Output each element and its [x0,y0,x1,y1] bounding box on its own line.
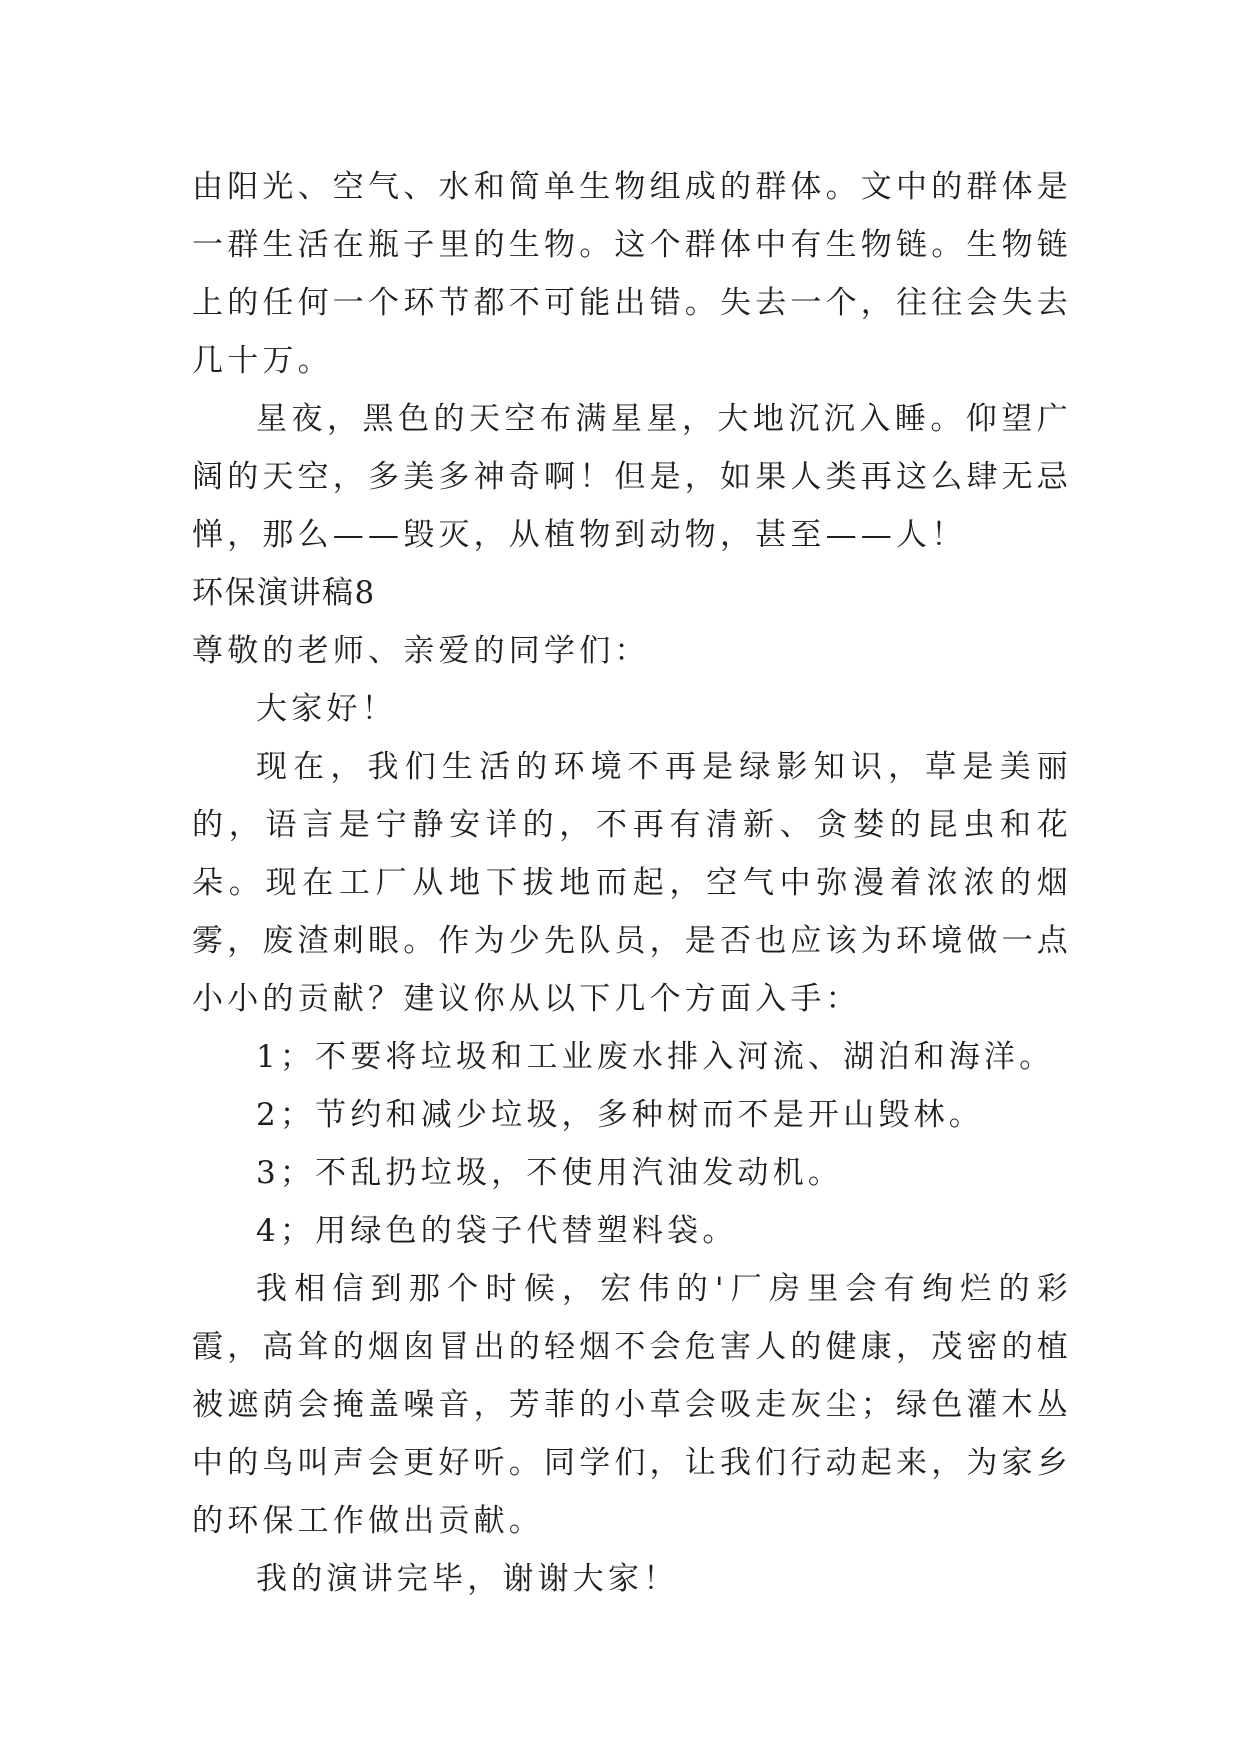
paragraph-environment-now: 现在，我们生活的环境不再是绿影知识，草是美丽的，语言是宁静安详的，不再有清新、贪婪的昆虫和花朵。现在工厂从地下拔地而起，空气中弥漫着浓浓的烟雾，废渣刺眼。作为少先队员，是否也应该为环境做一点小小的贡献？建议你从以下几个方面入手： [192,749,1072,1017]
speech-title: 环保演讲稿8 [192,575,376,611]
paragraph-future-vision: 我相信到那个时候，宏伟的'厂房里会有绚烂的彩霞，高耸的烟囱冒出的轻烟不会危害人的健康，茂密的植被遮荫会掩盖噪音，芳菲的小草会吸走灰尘；绿色灌木丛中的鸟叫声会更好听。同学们，让我们行动起来，为家乡的环保工作做出贡献。 [192,1271,1072,1539]
paragraph-ecosystem-group: 由阳光、空气、水和简单生物组成的群体。文中的群体是一群生活在瓶子里的生物。这个群体中有生物链。生物链上的任何一个环节都不可能出错。失去一个，往往会失去几十万。 [192,169,1072,379]
suggestion-item-1: 1；不要将垃圾和工业废水排入河流、湖泊和海洋。 [256,1039,1055,1075]
closing-line: 我的演讲完毕，谢谢大家！ [256,1561,679,1597]
paragraph-starry-night: 星夜，黑色的天空布满星星，大地沉沉入睡。仰望广阔的天空，多美多神奇啊！但是，如果人类再这么肆无忌惮，那么——毁灭，从植物到动物，甚至——人！ [192,401,1072,553]
document-body [192,158,1072,1608]
suggestion-item-3: 3；不乱扔垃圾，不使用汽油发动机。 [256,1155,844,1191]
suggestion-item-4: 4；用绿色的袋子代替塑料袋。 [256,1213,738,1249]
greeting: 大家好！ [256,691,397,727]
suggestion-item-2: 2；节约和减少垃圾，多种树而不是开山毁林。 [256,1097,984,1133]
salutation: 尊敬的老师、亲爱的同学们： [192,633,650,669]
